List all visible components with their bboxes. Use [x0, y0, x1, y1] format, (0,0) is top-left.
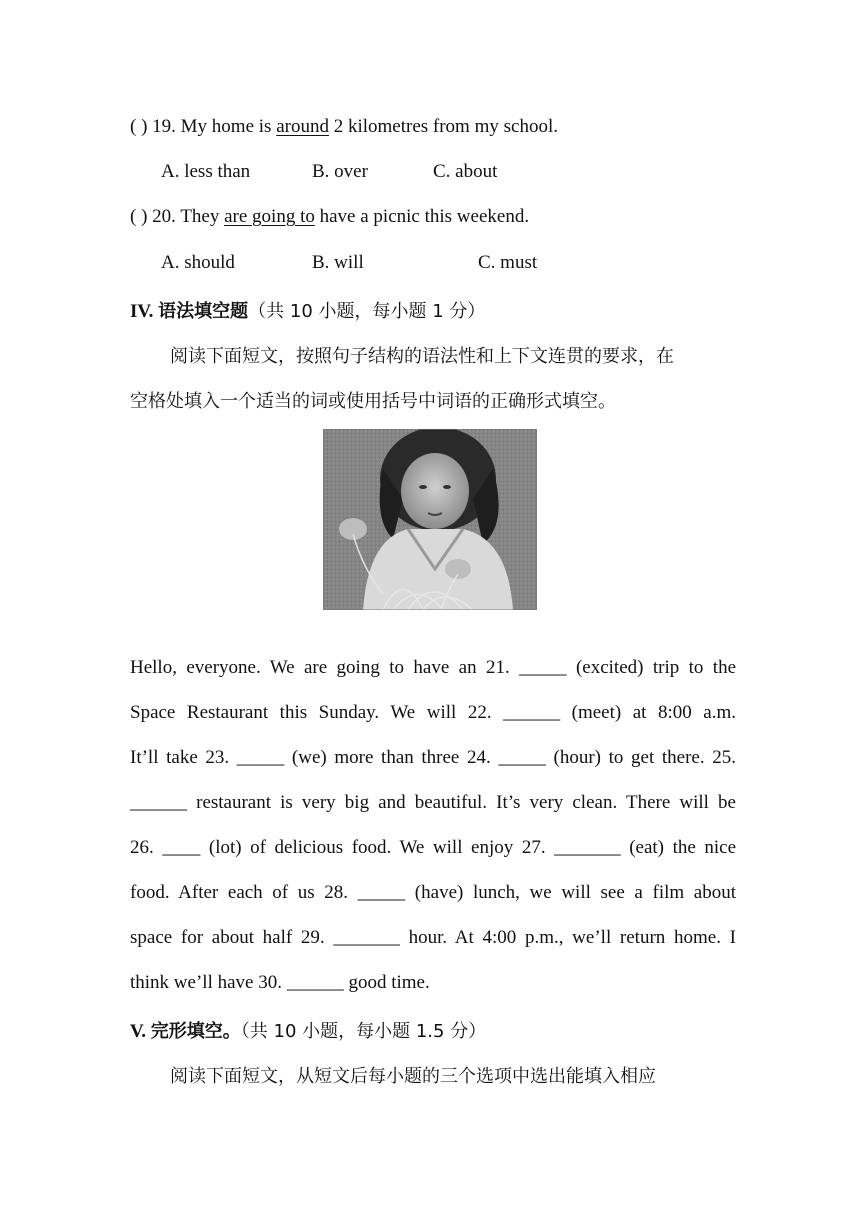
section-number: IV. — [130, 301, 154, 322]
section-title: 完形填空。 — [150, 1021, 241, 1042]
section-note: （共 10 小题，每小题 1.5 分） — [240, 1021, 487, 1042]
section-title: 语法填空题 — [158, 301, 249, 322]
option-c: C. must — [478, 252, 538, 273]
option-a: A. less than — [161, 161, 251, 182]
question-19 — [130, 116, 736, 138]
passage-line: space for about half 29. _______ hour. At 4:00 p.m., we’ll return home. I — [130, 927, 736, 948]
passage-line: Space Restaurant this Sunday. We will 22. ______ (meet) at 8:00 a.m. — [130, 702, 736, 723]
question-text-end: have a picnic this weekend. — [314, 206, 530, 227]
passage-line: ______ restaurant is very big and beautiful. It’s very clean. There will be — [130, 792, 736, 813]
child-photo — [323, 429, 537, 610]
question-text: 20. They — [152, 206, 225, 227]
section-4-heading — [130, 297, 485, 323]
option-c: C. about — [433, 161, 498, 182]
option-a: A. should — [161, 252, 235, 273]
option-b: B. over — [312, 161, 368, 182]
instruction-line: 阅读下面短文，从短文后每小题的三个选项中选出能填入相应 — [170, 1066, 656, 1087]
instruction-line: 空格处填入一个适当的词或使用括号中词语的正确形式填空。 — [130, 391, 616, 412]
question-20 — [130, 206, 736, 228]
answer-paren: ( ) — [130, 206, 148, 227]
section-number: V. — [130, 1021, 147, 1042]
underlined-word: around — [276, 116, 329, 137]
option-b: B. will — [312, 252, 364, 273]
passage-line: food. After each of us 28. _____ (have) lunch, we will see a film about — [130, 882, 736, 903]
section-5-heading — [130, 1017, 486, 1043]
question-text: 19. My home is — [152, 116, 277, 137]
passage-line: Hello, everyone. We are going to have an 21. _____ (excited) trip to the — [130, 657, 736, 678]
passage-line: 26. ____ (lot) of delicious food. We will enjoy 27. _______ (eat) the nice — [130, 837, 736, 858]
underlined-phrase: are going to — [224, 206, 315, 227]
instruction-line: 阅读下面短文，按照句子结构的语法性和上下文连贯的要求，在 — [170, 346, 674, 367]
question-text-end: 2 kilometres from my school. — [328, 116, 558, 137]
section-note: （共 10 小题，每小题 1 分） — [248, 301, 486, 322]
passage-line: It’ll take 23. _____ (we) more than three 24. _____ (hour) to get there. 25. — [130, 747, 736, 768]
passage-line: think we’ll have 30. ______ good time. — [130, 972, 430, 993]
answer-paren: ( ) — [130, 116, 148, 137]
